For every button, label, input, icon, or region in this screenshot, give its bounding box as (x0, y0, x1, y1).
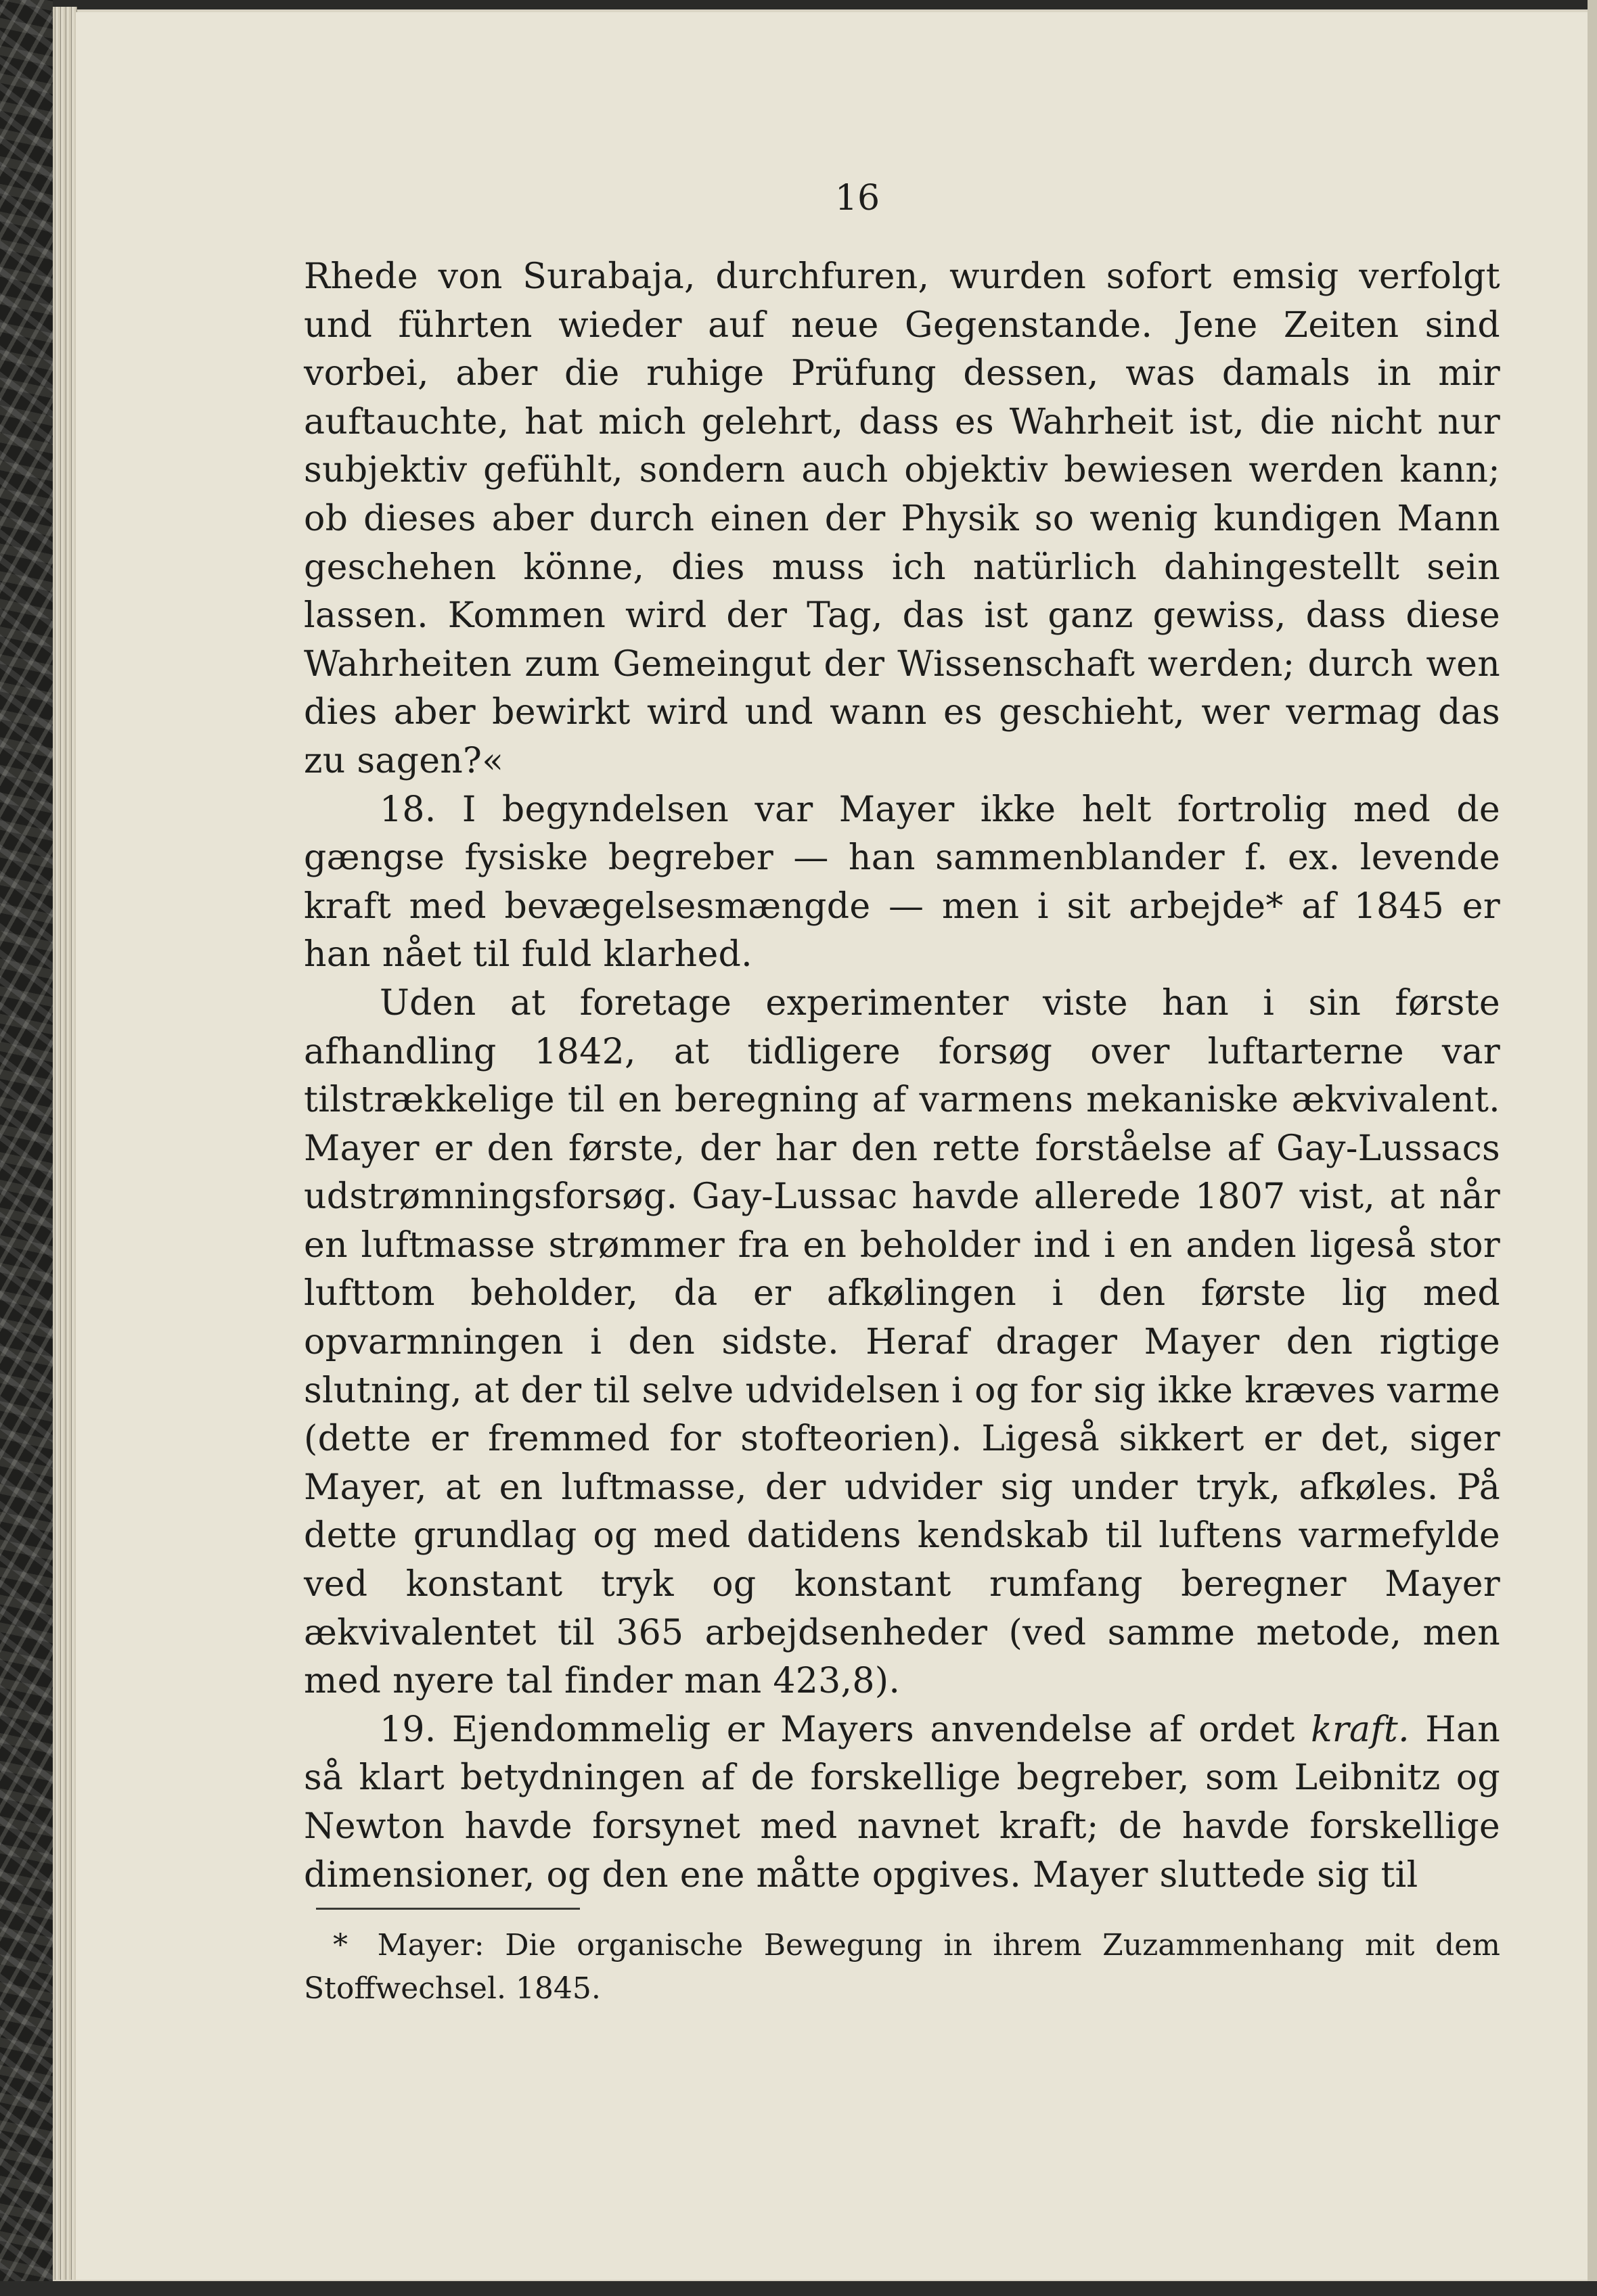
paragraph-19-rest: Han så klart betydningen af de forskellige begreber, som Leibnitz og Newton havde forsynet med navnet kraft; de havde forskellige dimensioner, og den ene måtte opgives. Mayer sluttede sig til (304, 1709, 1500, 1896)
footnote (304, 1924, 1500, 2011)
page-stack-edges (53, 7, 77, 2280)
footnote-mark: * (333, 1928, 348, 1962)
marbled-binding (0, 0, 53, 2296)
footnote-rule (316, 1908, 580, 1910)
emphasis-kraft: kraft. (1311, 1709, 1410, 1750)
page-number: 16 (834, 178, 880, 219)
body-text (304, 253, 1500, 1900)
paragraph-18: 18. I begyndelsen var Mayer ikke helt fortrolig med de gængse fysiske begreber — han sammenblander f. ex. levende kraft med bevægelsesmængde — men i sit arbejde* af 1845 er han nået til fuld klarhed. (304, 789, 1500, 975)
paragraph-continuation: Rhede von Surabaja, durchfuren, wurden sofort emsig verfolgt und führten wieder auf neue Gegenstande. Jene Zeiten sind vorbei, aber die ruhige Prüfung dessen, was damals in mir auftauchte, hat mich gelehrt, dass es Wahrheit ist, die nicht nur subjektiv gefühlt, sondern auch objektiv bewiesen werden kann; ob dieses aber durch einen der Physik so wenig kundigen Mann geschehen könne, dies muss ich natürlich dahingestellt sein lassen. Kommen wird der Tag, das ist ganz gewiss, dass diese Wahrheiten zum Gemeingut der Wissenschaft werden; durch wen dies aber bewirkt wird und wann es geschieht, wer vermag das zu sagen?« (304, 256, 1500, 781)
book-bottom-edge (0, 2281, 1597, 2296)
paragraph-19-start: 19. Ejendommelig er Mayers anvendelse af ordet (380, 1709, 1311, 1750)
footnote-text: Mayer: Die organische Bewegung in ihrem Zuzammenhang mit dem Stoffwechsel. 1845. (304, 1928, 1500, 2006)
book-right-edge (1588, 0, 1597, 2296)
book-top-edge (0, 0, 1597, 9)
paragraph-experiments: Uden at foretage experimenter viste han i sin første afhandling 1842, at tidligere forsøg over luftarterne var tilstrækkelige til en beregning af varmens mekaniske ækvivalent. Mayer er den første, der har den rette forståelse af Gay-Lussacs udstrømningsforsøg. Gay-Lussac havde allerede 1807 vist, at når en luftmasse strømmer fra en beholder ind i en anden ligeså stor lufttom beholder, da er afkølingen i den første lig med opvarmningen i den sidste. Heraf drager Mayer den rigtige slutning, at der til selve udvidelsen i og for sig ikke kræves varme (dette er fremmed for stofteorien). Ligeså sikkert er det, siger Mayer, at en luftmasse, der udvider sig under tryk, afkøles. På dette grundlag og med datidens kendskab til luftens varmefylde ved konstant tryk og konstant rumfang beregner Mayer ækvivalentet til 365 arbejdsenheder (ved samme metode, men med nyere tal finder man 423,8). (304, 982, 1500, 1702)
book-page (76, 12, 1588, 2280)
paragraph-19 (304, 1706, 1500, 1900)
